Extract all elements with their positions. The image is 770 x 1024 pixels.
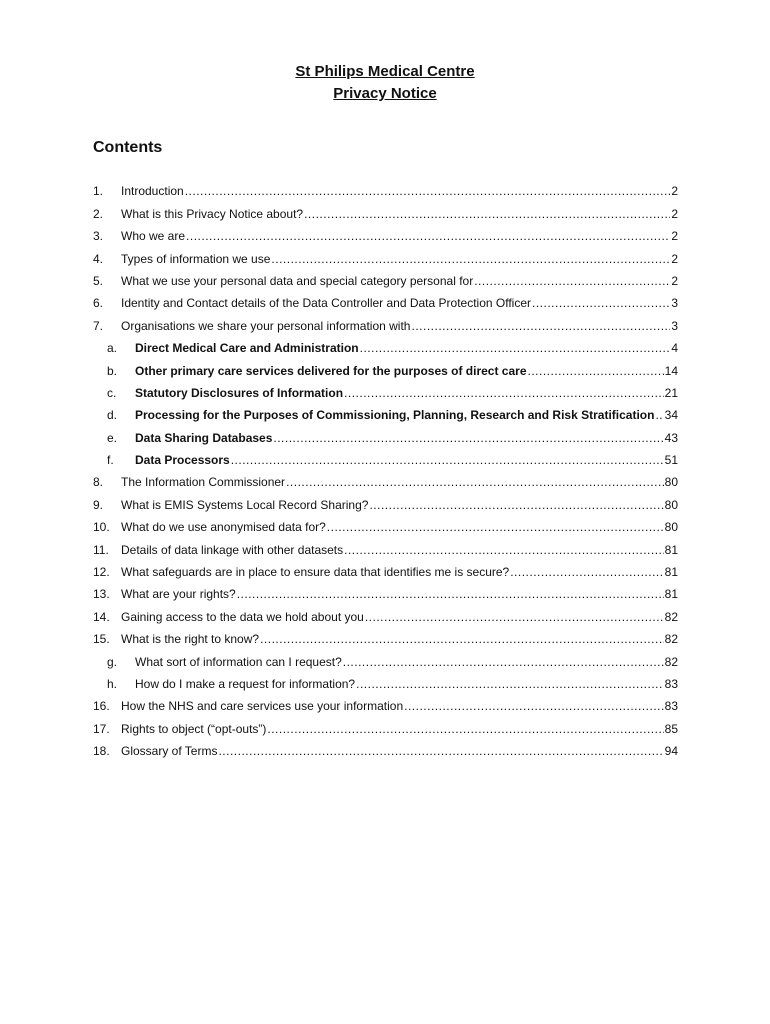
document-title: St Philips Medical Centre xyxy=(295,63,475,80)
toc-entry-title[interactable]: Gaining access to the data we hold about you xyxy=(121,609,364,624)
toc-entry-title[interactable]: How the NHS and care services use your information xyxy=(121,699,404,714)
toc-dot-leader xyxy=(655,408,663,422)
toc-entry-title[interactable]: Identity and Contact details of the Data Controller and Data Protection Officer xyxy=(121,296,532,311)
toc-entry[interactable] xyxy=(93,557,678,579)
toc-entry-page: 85 xyxy=(664,721,678,736)
toc-entry-title[interactable]: Introduction xyxy=(121,184,184,199)
toc-entry-page: 94 xyxy=(664,744,678,759)
toc-entry[interactable] xyxy=(93,601,678,623)
toc-entry-page: 80 xyxy=(664,520,678,535)
toc-entry-title[interactable]: How do I make a request for information? xyxy=(135,676,356,691)
toc-dot-leader xyxy=(218,744,663,758)
toc-entry-title[interactable]: What is EMIS Systems Local Record Sharing? xyxy=(121,497,369,512)
toc-entry[interactable] xyxy=(93,288,678,310)
toc-entry-title[interactable]: Direct Medical Care and Administration xyxy=(135,341,359,356)
toc-dot-leader xyxy=(404,699,664,713)
toc-entry[interactable] xyxy=(93,534,678,556)
toc-dot-leader xyxy=(304,207,670,221)
toc-entry-title[interactable]: Types of information we use xyxy=(121,251,271,266)
toc-entry[interactable] xyxy=(93,512,678,534)
toc-entry-page: 4 xyxy=(671,341,678,356)
toc-entry-page: 2 xyxy=(671,273,678,288)
toc-entry-number: 4. xyxy=(93,251,104,266)
toc-dot-leader xyxy=(260,632,664,646)
toc-dot-leader xyxy=(474,274,670,288)
toc-entry-page: 14 xyxy=(664,363,678,378)
toc-dot-leader xyxy=(528,364,664,378)
toc-entry-number: 13. xyxy=(93,587,110,602)
toc-dot-leader xyxy=(286,475,664,489)
toc-dot-leader xyxy=(365,610,664,624)
toc-entry-page: 2 xyxy=(671,206,678,221)
toc-entry-number: f. xyxy=(107,453,114,468)
toc-entry-number: 1. xyxy=(93,184,104,199)
toc-entry-title[interactable]: What do we use anonymised data for? xyxy=(121,520,326,535)
toc-entry[interactable] xyxy=(93,579,678,601)
toc-entry-number: c. xyxy=(107,385,117,400)
toc-entry[interactable] xyxy=(93,221,678,243)
toc-dot-leader xyxy=(510,565,663,579)
toc-entry-title[interactable]: Data Processors xyxy=(135,453,230,468)
toc-entry-page: 2 xyxy=(671,229,678,244)
toc-dot-leader xyxy=(344,543,664,557)
toc-entry[interactable] xyxy=(93,646,678,668)
toc-entry-page: 2 xyxy=(671,184,678,199)
toc-entry[interactable] xyxy=(93,266,678,288)
toc-entry-number: 5. xyxy=(93,273,104,288)
toc-entry-title[interactable]: What safeguards are in place to ensure data that identifies me is secure? xyxy=(121,565,510,580)
toc-entry[interactable] xyxy=(93,489,678,511)
toc-entry[interactable] xyxy=(93,176,678,198)
toc-entry-page: 82 xyxy=(664,654,678,669)
toc-entry-number: 10. xyxy=(93,520,110,535)
toc-dot-leader xyxy=(360,341,671,355)
toc-entry-title[interactable]: Statutory Disclosures of Information xyxy=(135,385,344,400)
toc-entry-number: 2. xyxy=(93,206,104,221)
document-subtitle: Privacy Notice xyxy=(333,85,437,102)
toc-entry[interactable] xyxy=(93,378,678,400)
toc-dot-leader xyxy=(271,252,670,266)
toc-dot-leader xyxy=(344,386,664,400)
toc-entry[interactable] xyxy=(93,669,678,691)
toc-dot-leader xyxy=(267,722,663,736)
toc-entry-page: 83 xyxy=(664,676,678,691)
toc-entry[interactable] xyxy=(93,400,678,422)
toc-entry-title[interactable]: Organisations we share your personal information with xyxy=(121,318,411,333)
table-of-contents xyxy=(93,176,678,758)
toc-dot-leader xyxy=(231,453,664,467)
toc-entry-number: 12. xyxy=(93,565,110,580)
toc-entry-number: 17. xyxy=(93,721,110,736)
toc-dot-leader xyxy=(411,319,670,333)
toc-dot-leader xyxy=(186,229,670,243)
toc-entry[interactable] xyxy=(93,243,678,265)
toc-entry-title[interactable]: Other primary care services delivered for the purposes of direct care xyxy=(135,363,527,378)
contents-heading: Contents xyxy=(93,139,163,156)
toc-entry-number: d. xyxy=(107,408,118,423)
toc-entry-number: 6. xyxy=(93,296,104,311)
toc-entry-page: 2 xyxy=(671,251,678,266)
toc-entry-number: 11. xyxy=(93,542,109,557)
toc-dot-leader xyxy=(185,184,671,198)
toc-entry-page: 81 xyxy=(664,542,678,557)
toc-entry-number: g. xyxy=(107,654,118,669)
toc-entry-page: 81 xyxy=(664,565,678,580)
toc-entry-page: 34 xyxy=(664,408,678,423)
toc-entry-page: 3 xyxy=(671,296,678,311)
toc-entry-number: 3. xyxy=(93,229,104,244)
toc-entry-number: 16. xyxy=(93,699,110,714)
toc-entry-page: 51 xyxy=(664,453,678,468)
toc-entry-page: 21 xyxy=(664,385,678,400)
toc-entry-number: 8. xyxy=(93,475,104,490)
toc-dot-leader xyxy=(273,431,663,445)
toc-entry-number: 18. xyxy=(93,744,110,759)
toc-entry-title[interactable]: What sort of information can I request? xyxy=(135,654,342,669)
toc-dot-leader xyxy=(532,296,670,310)
toc-entry-page: 82 xyxy=(664,632,678,647)
toc-entry-number: 7. xyxy=(93,318,104,333)
toc-entry-page: 83 xyxy=(664,699,678,714)
toc-dot-leader xyxy=(327,520,664,534)
toc-entry-page: 3 xyxy=(671,318,678,333)
toc-entry[interactable] xyxy=(93,467,678,489)
toc-entry-title[interactable]: Processing for the Purposes of Commissioning, Planning, Research and Risk Stratification xyxy=(135,408,655,423)
toc-entry-page: 80 xyxy=(664,497,678,512)
toc-entry[interactable] xyxy=(93,333,678,355)
toc-entry-title[interactable]: What is the right to know? xyxy=(121,632,260,647)
toc-entry[interactable] xyxy=(93,445,678,467)
toc-entry-number: 15. xyxy=(93,632,110,647)
toc-entry[interactable] xyxy=(93,736,678,758)
toc-entry-number: 9. xyxy=(93,497,104,512)
toc-dot-leader xyxy=(237,587,664,601)
toc-entry-title[interactable]: Who we are xyxy=(121,229,186,244)
toc-entry-title[interactable]: The Information Commissioner xyxy=(121,475,286,490)
toc-entry-number: 14. xyxy=(93,609,110,624)
toc-entry-title[interactable]: Glossary of Terms xyxy=(121,744,218,759)
toc-entry-page: 80 xyxy=(664,475,678,490)
toc-entry[interactable] xyxy=(93,691,678,713)
toc-entry-title[interactable]: Rights to object (“opt-outs”) xyxy=(121,721,267,736)
toc-dot-leader xyxy=(356,677,664,691)
toc-entry-number: b. xyxy=(107,363,118,378)
toc-entry-number: a. xyxy=(107,341,118,356)
toc-entry[interactable] xyxy=(93,310,678,332)
toc-entry-title[interactable]: Details of data linkage with other datasets xyxy=(121,542,344,557)
toc-entry[interactable] xyxy=(93,422,678,444)
toc-entry-page: 82 xyxy=(664,609,678,624)
toc-entry[interactable] xyxy=(93,624,678,646)
toc-entry-page: 43 xyxy=(664,430,678,445)
toc-entry-title[interactable]: What is this Privacy Notice about? xyxy=(121,206,304,221)
toc-dot-leader xyxy=(369,498,663,512)
toc-entry[interactable] xyxy=(93,198,678,220)
toc-entry-title[interactable]: Data Sharing Databases xyxy=(135,430,273,445)
toc-entry-number: h. xyxy=(107,676,118,691)
toc-entry-number: e. xyxy=(107,430,118,445)
toc-entry[interactable] xyxy=(93,713,678,735)
toc-entry[interactable] xyxy=(93,355,678,377)
toc-entry-title[interactable]: What we use your personal data and special category personal for xyxy=(121,273,474,288)
toc-dot-leader xyxy=(343,655,664,669)
toc-entry-title[interactable]: What are your rights? xyxy=(121,587,236,602)
toc-entry-page: 81 xyxy=(664,587,678,602)
